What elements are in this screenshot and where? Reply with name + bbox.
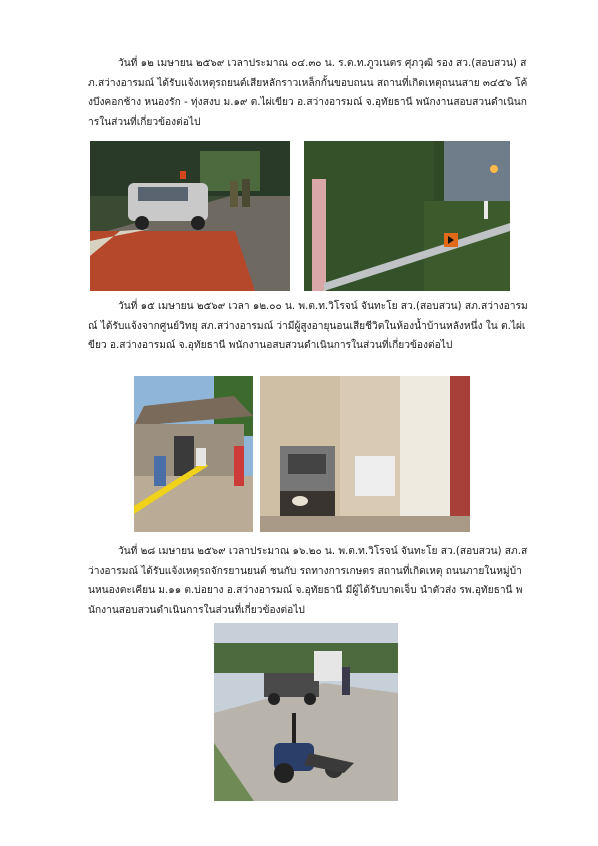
incident-1-body: วันที่ ๑๒ เมษายน ๒๕๖๙ เวลาประมาณ ๐๔.๓๐ น. ร.ต.ท.ภูวเนตร ศุภวุฒิ รอง สว.(สอบสวน) สภ.สว่างอารมณ์ ได้รับแจ้งเหตุรถยนต์เสียหลักราวเหล็กกั้นขอบถนน สถานที่เกิดเหตุถนนสาย ๓๔๕๖ โค้งบึงคอกช้าง หนองรัก - ทุ่งสงบ ม.๑๙ ต.ไผ่เขียว อ.สว่างอารมณ์ จ.อุทัยธานี พนักงานสอบสวนดำเนินการในส่วนที่เกี่ยวข้องต่อไป [88,58,528,128]
incident-3-text [88,542,528,620]
incident-1-photo-guardrail [304,141,510,291]
incident-1-text [88,54,528,132]
incident-2-photo-bathroom [260,376,470,532]
incident-3-body: วันที่ ๒๘ เมษายน ๒๕๖๙ เวลาประมาณ ๑๖.๒๐ น. พ.ต.ท.วิโรจน์ จันทะโย สว.(สอบสวน) สภ.สว่างอารมณ์ ได้รับแจ้งเหตุรถจักรยานยนต์ ชนกับ รถทางการเกษตร สถานที่เกิดเหตุ ถนนภายในหมู่บ้านหนองตะเคียน ม.๑๑ ต.บ่อยาง อ.สว่างอารมณ์ จ.อุทัยธานี มีผู้ได้รับบาดเจ็บ นำตัวส่ง รพ.อุทัยธานี พนักงานสอบสวนดำเนินการในส่วนที่เกี่ยวข้องต่อไป [88,546,528,616]
incident-1-photo-car [90,141,290,291]
incident-3-photo-road-accident [214,623,398,801]
incident-2-body: วันที่ ๑๕ เมษายน ๒๕๖๙ เวลา ๑๒.๐๐ น. พ.ต.ท.วิโรจน์ จันทะโย สว.(สอบสวน) สภ.สว่างอารมณ์ ได้รับแจ้งจากศูนย์วิทยุ สภ.สว่างอารมณ์ ว่ามีผู้สูงอายุนอนเสียชีวิตในห้องน้ำบ้านหลังหนึ่ง ใน ต.ไผ่เขียว อ.สว่างอารมณ์ จ.อุทัยธานี พนักงานอสบสวนดำเนินการในส่วนที่เกี่ยวข้องต่อไป [88,301,528,351]
incident-2-photo-house [134,376,253,532]
incident-2-text [88,297,528,356]
